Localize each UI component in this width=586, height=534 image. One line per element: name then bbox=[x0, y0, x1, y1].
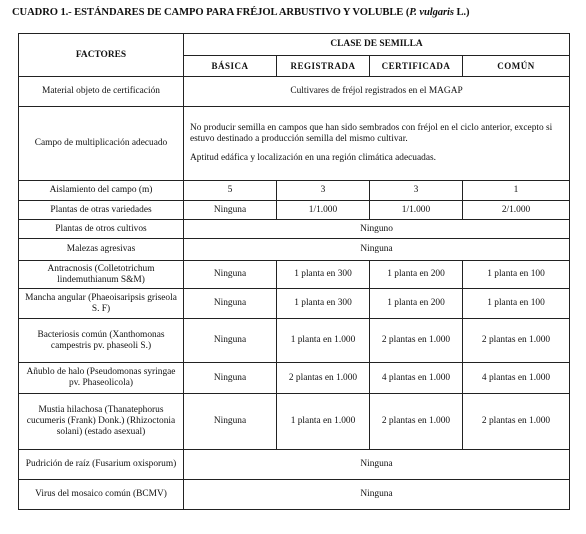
cell-basica: Ninguna bbox=[184, 363, 277, 394]
cell-comun: 1 planta en 100 bbox=[463, 261, 570, 289]
row-value: Ninguno bbox=[184, 220, 570, 239]
row-label: Virus del mosaico común (BCMV) bbox=[19, 480, 184, 510]
campo-line-2: Aptitud edáfica y localización en una región climática adecuadas. bbox=[190, 153, 436, 163]
cell-comun: 2 plantas en 1.000 bbox=[463, 394, 570, 450]
row-campo bbox=[19, 107, 570, 181]
cell-basica: Ninguna bbox=[184, 201, 277, 220]
factores-header: FACTORES bbox=[19, 34, 184, 77]
cell-basica: Ninguna bbox=[184, 289, 277, 319]
row-variedades bbox=[19, 201, 570, 220]
row-label: Añublo de halo (Pseudomonas syringae pv. Phaseolicola) bbox=[19, 363, 184, 394]
row-value bbox=[184, 107, 570, 181]
row-label: Campo de multiplicación adecuado bbox=[19, 107, 184, 181]
row-label: Bacteriosis común (Xanthomonas campestris pv. phaseoli S.) bbox=[19, 319, 184, 363]
row-label: Plantas de otras variedades bbox=[19, 201, 184, 220]
col-basica: BÁSICA bbox=[184, 56, 277, 77]
row-malezas bbox=[19, 239, 570, 261]
cell-certificada: 1/1.000 bbox=[370, 201, 463, 220]
row-label: Malezas agresivas bbox=[19, 239, 184, 261]
cell-basica: Ninguna bbox=[184, 394, 277, 450]
cell-basica: Ninguna bbox=[184, 319, 277, 363]
col-certificada: CERTIFICADA bbox=[370, 56, 463, 77]
cell-registrada: 1 planta en 1.000 bbox=[277, 394, 370, 450]
row-aislamiento bbox=[19, 181, 570, 201]
cell-registrada: 3 bbox=[277, 181, 370, 201]
row-pudricion bbox=[19, 450, 570, 480]
cell-registrada: 1 planta en 300 bbox=[277, 261, 370, 289]
cell-certificada: 1 planta en 200 bbox=[370, 261, 463, 289]
cell-certificada: 2 plantas en 1.000 bbox=[370, 319, 463, 363]
cell-comun: 2 plantas en 1.000 bbox=[463, 319, 570, 363]
caption-prefix: CUADRO 1.- ESTÁNDARES DE CAMPO PARA FRÉJOL ARBUSTIVO Y VOLUBLE ( bbox=[12, 7, 410, 18]
row-label: Mustia hilachosa (Thanatephorus cucumeris (Frank) Donk.) (Rhizoctonia solani) (estado asexual) bbox=[19, 394, 184, 450]
cell-comun: 1 planta en 100 bbox=[463, 289, 570, 319]
row-virus bbox=[19, 480, 570, 510]
caption-suffix: L.) bbox=[453, 7, 470, 18]
header-row-1 bbox=[19, 34, 570, 56]
row-antracnosis bbox=[19, 261, 570, 289]
col-comun: COMÚN bbox=[463, 56, 570, 77]
row-mustia bbox=[19, 394, 570, 450]
cell-comun: 1 bbox=[463, 181, 570, 201]
row-label: Material objeto de certificación bbox=[19, 77, 184, 107]
row-anublo bbox=[19, 363, 570, 394]
col-registrada: REGISTRADA bbox=[277, 56, 370, 77]
clase-semilla-header: CLASE DE SEMILLA bbox=[184, 34, 570, 56]
cell-registrada: 2 plantas en 1.000 bbox=[277, 363, 370, 394]
campo-line-1: No producir semilla en campos que han sido sembrados con fréjol en el ciclo anterior, excepto si estuvo destinado a producción semilla del mismo cultivar. bbox=[190, 123, 553, 144]
cell-registrada: 1 planta en 1.000 bbox=[277, 319, 370, 363]
row-value: Ninguna bbox=[184, 239, 570, 261]
cell-basica: Ninguna bbox=[184, 261, 277, 289]
row-label: Mancha angular (Phaeoisaripsis griseola S. F) bbox=[19, 289, 184, 319]
row-material bbox=[19, 77, 570, 107]
row-label: Antracnosis (Colletotrichum lindemuthianum S&M) bbox=[19, 261, 184, 289]
row-label: Pudrición de raíz (Fusarium oxisporum) bbox=[19, 450, 184, 480]
row-label: Aislamiento del campo (m) bbox=[19, 181, 184, 201]
cell-comun: 2/1.000 bbox=[463, 201, 570, 220]
cell-certificada: 3 bbox=[370, 181, 463, 201]
cell-basica: 5 bbox=[184, 181, 277, 201]
row-label: Plantas de otros cultivos bbox=[19, 220, 184, 239]
cell-comun: 4 plantas en 1.000 bbox=[463, 363, 570, 394]
row-cultivos bbox=[19, 220, 570, 239]
standards-table bbox=[18, 33, 570, 510]
row-value: Ninguna bbox=[184, 450, 570, 480]
table-caption bbox=[12, 7, 582, 18]
cell-registrada: 1 planta en 300 bbox=[277, 289, 370, 319]
cell-certificada: 1 planta en 200 bbox=[370, 289, 463, 319]
cell-registrada: 1/1.000 bbox=[277, 201, 370, 220]
row-mancha bbox=[19, 289, 570, 319]
cell-certificada: 2 plantas en 1.000 bbox=[370, 394, 463, 450]
caption-species: P. vulgaris bbox=[409, 7, 454, 18]
row-bacteriosis bbox=[19, 319, 570, 363]
row-value: Ninguna bbox=[184, 480, 570, 510]
cell-certificada: 4 plantas en 1.000 bbox=[370, 363, 463, 394]
row-value: Cultivares de fréjol registrados en el MAGAP bbox=[184, 77, 570, 107]
